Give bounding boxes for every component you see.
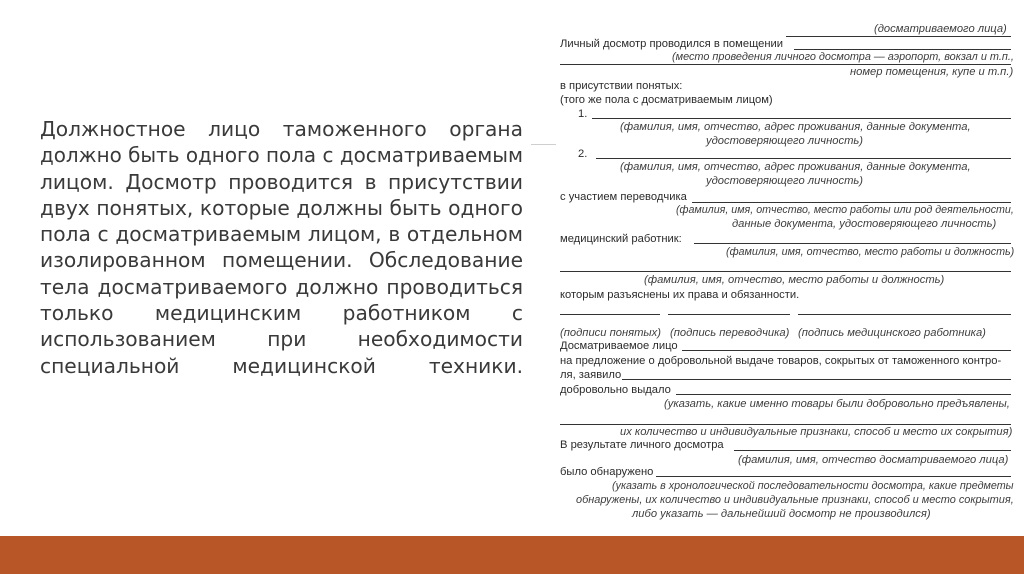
form-caption: (фамилия, имя, отчество, место работы и должность) xyxy=(644,274,945,286)
body-line: Должностное лицо таможенного органа xyxy=(40,117,523,141)
form-caption: обнаружены, их количество и индивидуальные признаки, способ и место сокрытия, xyxy=(576,494,1014,506)
form-caption: (фамилия, имя, отчество, место работы и должность) xyxy=(726,246,1015,258)
form-caption: (досматриваемого лица) xyxy=(874,23,1007,35)
form-label: Личный досмотр проводился в помещении xyxy=(560,38,784,50)
form-underline xyxy=(560,271,1011,272)
form-underline xyxy=(560,314,660,315)
form-label: (того же пола с досматриваемым лицом) xyxy=(560,94,773,106)
form-label: с участием переводчика xyxy=(560,191,687,203)
form-underline xyxy=(596,158,1011,159)
search-protocol-form-image xyxy=(556,14,1016,534)
body-text xyxy=(40,116,523,379)
form-underline xyxy=(692,202,1011,203)
body-line: пола с досматриваемым лицом, в отдельном xyxy=(40,222,523,247)
form-label: медицинский работник: xyxy=(560,233,682,245)
form-caption: (фамилия, имя, отчество, адрес проживания, данные документа, xyxy=(620,121,971,133)
form-underline xyxy=(656,476,1011,477)
form-caption: данные документа, удостоверяющего личность) xyxy=(732,218,997,230)
form-underline xyxy=(622,379,1011,380)
body-line: лицом. Досмотр проводится в присутствии xyxy=(40,169,523,194)
body-line: должно быть одного пола с досматриваемым xyxy=(40,143,523,168)
form-caption: (подписи понятых) xyxy=(560,327,661,339)
form-underline xyxy=(682,350,1011,351)
form-caption: (подпись медицинского работника) xyxy=(798,327,986,339)
form-label: 1. xyxy=(578,108,588,120)
form-caption: либо указать — дальнейший досмотр не производился) xyxy=(632,508,931,520)
form-label: Досматриваемое лицо xyxy=(560,340,678,352)
body-line: специальной медицинской техники. xyxy=(40,353,523,378)
body-line: изолированном помещении. Обследование xyxy=(40,248,523,273)
bottom-accent-bar xyxy=(0,536,1024,574)
form-underline xyxy=(786,36,1011,37)
form-label: 2. xyxy=(578,148,588,160)
form-underline xyxy=(560,64,1011,65)
form-caption: номер помещения, купе и т.п.) xyxy=(850,66,1014,78)
form-underline xyxy=(798,314,1011,315)
form-caption: удостоверяющего личность) xyxy=(706,175,863,187)
form-caption: (указать, какие именно товары были добровольно предъявлены, xyxy=(664,398,1010,410)
form-caption: (фамилия, имя, отчество, адрес проживания, данные документа, xyxy=(620,161,971,173)
form-label: на предложение о добровольной выдаче товаров, сокрытых от таможенного контро- xyxy=(560,355,1002,367)
body-line: использованием при необходимости xyxy=(40,327,523,352)
form-caption: удостоверяющего личность) xyxy=(706,135,863,147)
form-underline xyxy=(668,314,790,315)
form-caption: (указать в хронологической последовательности досмотра, какие предметы xyxy=(612,480,1014,492)
form-caption: (подпись переводчика) xyxy=(670,327,790,339)
form-label: добровольно выдало xyxy=(560,384,671,396)
form-caption: (место проведения личного досмотра — аэропорт, вокзал и т.п., xyxy=(672,51,1014,63)
form-label: которым разъяснены их права и обязанности. xyxy=(560,289,800,301)
form-label: ля, заявило xyxy=(560,369,622,381)
form-caption: (фамилия, имя, отчество, место работы или род деятельности, xyxy=(676,204,1014,216)
form-caption: их количество и индивидуальные признаки, способ и место их сокрытия) xyxy=(620,426,1013,438)
form-label: было обнаружено xyxy=(560,466,654,478)
form-underline xyxy=(794,49,1011,50)
form-underline xyxy=(676,394,1011,395)
form-underline xyxy=(734,450,1011,451)
divider xyxy=(531,144,559,145)
form-caption: (фамилия, имя, отчество досматриваемого лица) xyxy=(738,454,1009,466)
body-line: тела досматриваемого должно проводиться xyxy=(40,274,523,299)
form-underline xyxy=(694,243,1011,244)
form-underline xyxy=(592,118,1011,119)
form-label: В результате личного досмотра xyxy=(560,439,724,451)
form-underline xyxy=(560,424,1011,425)
body-line: двух понятых, которые должны быть одного xyxy=(40,195,523,220)
form-label: в присутствии понятых: xyxy=(560,80,683,92)
body-line: только медицинским работником с xyxy=(40,301,523,326)
